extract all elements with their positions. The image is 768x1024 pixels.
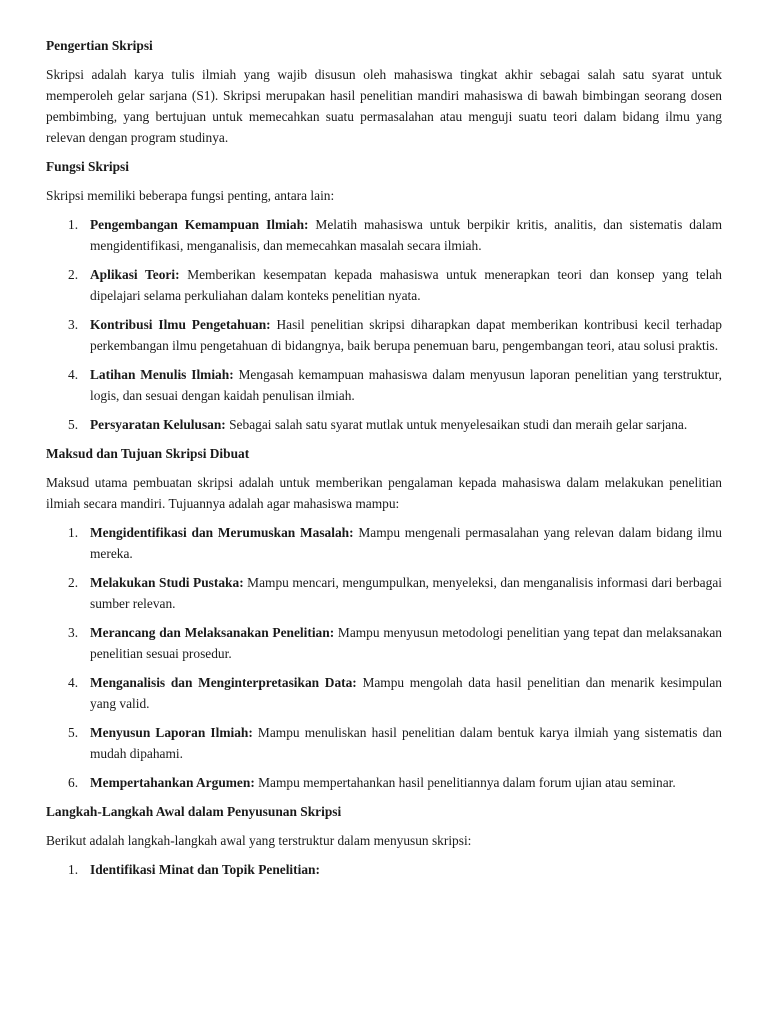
list-item <box>46 772 722 793</box>
list-item-text: Mampu menuliskan hasil penelitian dalam bentuk karya ilmiah yang sistematis dan mudah dipahami. <box>90 725 722 761</box>
numbered-list <box>46 214 722 435</box>
list-number: 1. <box>68 525 79 540</box>
list-item-term: Kontribusi Ilmu Pengetahuan: <box>90 317 271 332</box>
list-number: 2. <box>68 267 79 282</box>
list-item <box>46 364 722 406</box>
list-number: 6. <box>68 775 79 790</box>
list-item-text: Mampu mengolah data hasil penelitian dan menarik kesimpulan yang valid. <box>90 675 722 711</box>
list-item <box>46 264 722 306</box>
list-item-text: Mengasah kemampuan mahasiswa dalam menyusun laporan penelitian yang terstruktur, logis, dan sesuai dengan kaidah penulisan ilmiah. <box>90 367 722 403</box>
list-item-term: Identifikasi Minat dan Topik Penelitian: <box>90 862 320 877</box>
list-number: 3. <box>68 317 79 332</box>
section-paragraph: Berikut adalah langkah-langkah awal yang terstruktur dalam menyusun skripsi: <box>46 833 472 848</box>
list-number: 5. <box>68 725 79 740</box>
list-item <box>46 414 722 435</box>
section-heading: Fungsi Skripsi <box>46 159 129 174</box>
section-heading: Pengertian Skripsi <box>46 38 153 53</box>
list-item <box>46 672 722 714</box>
list-item <box>46 859 722 880</box>
list-item-term: Persyaratan Kelulusan: <box>90 417 226 432</box>
section-paragraph: Skripsi memiliki beberapa fungsi penting, antara lain: <box>46 188 335 203</box>
list-item <box>46 522 722 564</box>
list-number: 2. <box>68 575 79 590</box>
list-item-term: Menyusun Laporan Ilmiah: <box>90 725 253 740</box>
numbered-list <box>46 522 722 793</box>
list-item-term: Menganalisis dan Menginterpretasikan Data: <box>90 675 357 690</box>
list-item-term: Melakukan Studi Pustaka: <box>90 575 244 590</box>
list-number: 4. <box>68 675 79 690</box>
numbered-list <box>46 859 722 880</box>
list-number: 1. <box>68 862 79 877</box>
list-number: 1. <box>68 217 79 232</box>
list-item-text: Mampu menyusun metodologi penelitian yang tepat dan melaksanakan penelitian sesuai prosedur. <box>90 625 722 661</box>
section-heading: Maksud dan Tujuan Skripsi Dibuat <box>46 446 250 461</box>
list-item-text: Mampu mengenali permasalahan yang relevan dalam bidang ilmu mereka. <box>90 525 722 561</box>
list-item-text: Sebagai salah satu syarat mutlak untuk menyelesaikan studi dan meraih gelar sarjana. <box>225 417 688 432</box>
list-item <box>46 214 722 256</box>
list-item <box>46 572 722 614</box>
section-paragraph: Maksud utama pembuatan skripsi adalah untuk memberikan pengalaman kepada mahasiswa dalam melakukan penelitian ilmiah secara mandiri. Tujuannya adalah agar mahasiswa mampu: <box>46 475 722 511</box>
list-item <box>46 314 722 356</box>
list-item-term: Latihan Menulis Ilmiah: <box>90 367 234 382</box>
list-number: 3. <box>68 625 79 640</box>
list-number: 5. <box>68 417 79 432</box>
list-item-term: Mengidentifikasi dan Merumuskan Masalah: <box>90 525 354 540</box>
list-item-term: Mempertahankan Argumen: <box>90 775 255 790</box>
list-item-text: Melatih mahasiswa untuk berpikir kritis, analitis, dan sistematis dalam mengidentifikasi, menganalisis, dan memecahkan masalah secara ilmiah. <box>90 217 722 253</box>
list-item-term: Merancang dan Melaksanakan Penelitian: <box>90 625 335 640</box>
list-item <box>46 622 722 664</box>
list-item-text: Memberikan kesempatan kepada mahasiswa untuk menerapkan teori dan konsep yang telah dipelajari selama perkuliahan dalam konteks penelitian nyata. <box>90 267 722 303</box>
list-number: 4. <box>68 367 79 382</box>
list-item-term: Aplikasi Teori: <box>90 267 180 282</box>
list-item-text: Mampu mencari, mengumpulkan, menyeleksi, dan menganalisis informasi dari berbagai sumber relevan. <box>90 575 722 611</box>
list-item-text: Mampu mempertahankan hasil penelitiannya dalam forum ujian atau seminar. <box>254 775 676 790</box>
section-paragraph: Skripsi adalah karya tulis ilmiah yang wajib disusun oleh mahasiswa tingkat akhir sebagai salah satu syarat untuk memperoleh gelar sarjana (S1). Skripsi merupakan hasil penelitian mandiri mahasiswa di bawah bimbingan seorang dosen pembimbing, yang bertujuan untuk memecahkan suatu permasalahan atau menguji suatu teori dalam bidang ilmu yang relevan dengan program studinya. <box>46 67 722 145</box>
list-item <box>46 722 722 764</box>
list-item-term: Pengembangan Kemampuan Ilmiah: <box>90 217 309 232</box>
section-heading: Langkah-Langkah Awal dalam Penyusunan Skripsi <box>46 804 342 819</box>
list-item-text: Hasil penelitian skripsi diharapkan dapat memberikan kontribusi kecil terhadap perkembangan ilmu pengetahuan di bidangnya, baik berupa penemuan baru, pengembangan teori, atau solusi praktis. <box>90 317 722 353</box>
